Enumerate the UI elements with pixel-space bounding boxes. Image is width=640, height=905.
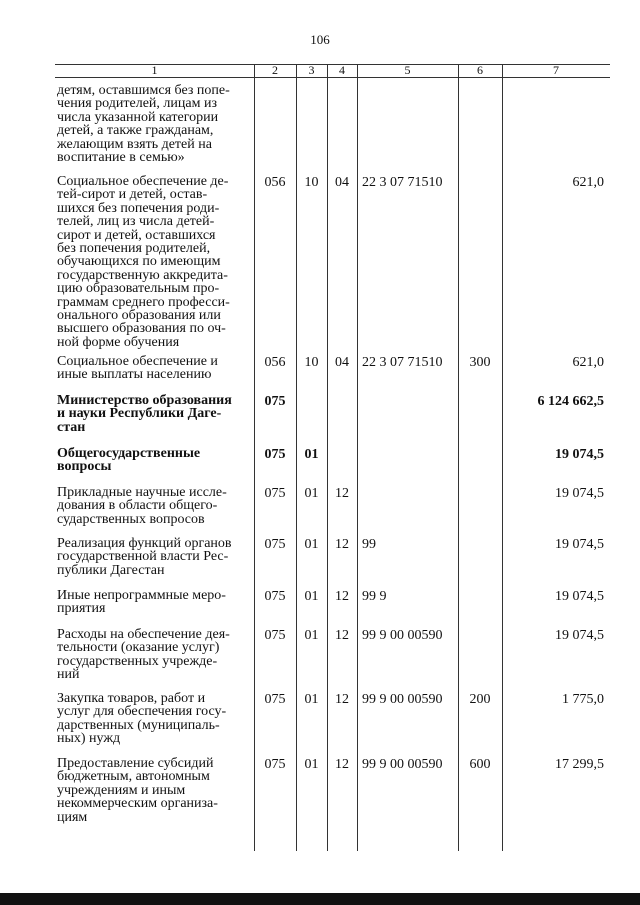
row-col-5: 99 <box>362 537 376 552</box>
row-description: Предоставление субсидий бюджетным, автономным учреждениям и иным некоммерческим организа- циям <box>57 756 218 825</box>
scan-bottom-edge <box>0 893 640 905</box>
column-divider <box>458 64 459 851</box>
row-col-5: 22 3 07 71510 <box>362 355 443 370</box>
row-col-5: 99 9 00 00590 <box>362 628 443 643</box>
row-col-3: 01 <box>304 589 319 604</box>
row-amount: 6 124 662,5 <box>537 394 604 409</box>
row-col-2: 075 <box>264 692 286 707</box>
row-description: Социальное обеспечение и иные выплаты населению <box>57 354 218 383</box>
column-header-2: 2 <box>272 63 278 77</box>
row-col-4: 12 <box>335 628 349 643</box>
row-description: Прикладные научные иссле- дования в области общего- сударственных вопросов <box>57 485 227 527</box>
row-col-4: 04 <box>335 175 349 190</box>
row-col-5: 99 9 00 00590 <box>362 757 443 772</box>
column-header-6: 6 <box>477 63 483 77</box>
row-col-2: 056 <box>264 355 286 370</box>
row-col-4: 04 <box>335 355 349 370</box>
row-col-2: 075 <box>264 394 286 409</box>
row-col-6: 300 <box>469 355 491 370</box>
row-col-2: 075 <box>264 757 286 772</box>
row-description: Расходы на обеспечение дея- тельности (оказание услуг) государственных учрежде- ний <box>57 627 230 683</box>
column-header-4: 4 <box>339 63 345 77</box>
column-header-1: 1 <box>151 63 158 77</box>
row-col-2: 075 <box>264 628 286 643</box>
column-header-7: 7 <box>553 63 559 77</box>
page-number: 106 <box>310 32 330 47</box>
row-description: Закупка товаров, работ и услуг для обеспечения госу- дарственных (муниципаль- ных) нужд <box>57 691 227 747</box>
row-description: Иные непрограммные меро- приятия <box>57 588 226 617</box>
row-amount: 19 074,5 <box>555 447 604 462</box>
row-col-6: 600 <box>469 757 491 772</box>
row-col-3: 01 <box>304 447 319 462</box>
column-divider <box>502 64 503 851</box>
row-col-5: 22 3 07 71510 <box>362 175 443 190</box>
row-description: Социальное обеспечение де- тей-сирот и детей, остав- шихся без попечения роди- телей, лиц из числа детей- сирот и детей, оставшихся без попечения родителей, обучающихся по имеющим государственную аккредита- цию образовательным про- граммам среднего професси- онального образования или высшего образования по оч- ной форме обучения <box>57 174 230 350</box>
column-header-3: 3 <box>308 63 315 77</box>
row-col-4: 12 <box>335 757 349 772</box>
row-description: Министерство образования и науки Республики Даге- стан <box>57 393 232 435</box>
column-header-5: 5 <box>404 63 411 77</box>
row-col-4: 12 <box>335 537 349 552</box>
row-description: Реализация функций органов государственной власти Рес- публики Дагестан <box>57 536 232 578</box>
column-divider <box>357 64 358 851</box>
row-description: детям, оставшимся без попе- чения родителей, лицам из числа указанной категории детей, а также гражданам, желающим взять детей на воспитание в семью» <box>57 83 230 166</box>
row-amount: 621,0 <box>572 355 604 370</box>
row-col-5: 99 9 <box>362 589 387 604</box>
row-col-2: 075 <box>264 537 286 552</box>
row-col-4: 12 <box>335 486 349 501</box>
row-amount: 19 074,5 <box>555 589 604 604</box>
row-description: Общегосударственные вопросы <box>57 446 201 475</box>
row-col-4: 12 <box>335 589 349 604</box>
row-col-3: 10 <box>304 175 319 190</box>
row-col-2: 075 <box>264 447 286 462</box>
row-col-2: 056 <box>264 175 286 190</box>
row-col-3: 10 <box>304 355 319 370</box>
row-amount: 19 074,5 <box>555 628 604 643</box>
row-amount: 17 299,5 <box>555 757 604 772</box>
row-amount: 19 074,5 <box>555 486 604 501</box>
row-amount: 1 775,0 <box>562 692 604 707</box>
row-col-2: 075 <box>264 486 286 501</box>
row-col-3: 01 <box>304 537 319 552</box>
row-col-6: 200 <box>469 692 491 707</box>
row-amount: 621,0 <box>572 175 604 190</box>
row-amount: 19 074,5 <box>555 537 604 552</box>
row-col-3: 01 <box>304 628 319 643</box>
row-col-4: 12 <box>335 692 349 707</box>
row-col-2: 075 <box>264 589 286 604</box>
row-col-3: 01 <box>304 692 319 707</box>
row-col-3: 01 <box>304 486 319 501</box>
table-header-border <box>55 77 610 78</box>
row-col-3: 01 <box>304 757 319 772</box>
row-col-5: 99 9 00 00590 <box>362 692 443 707</box>
